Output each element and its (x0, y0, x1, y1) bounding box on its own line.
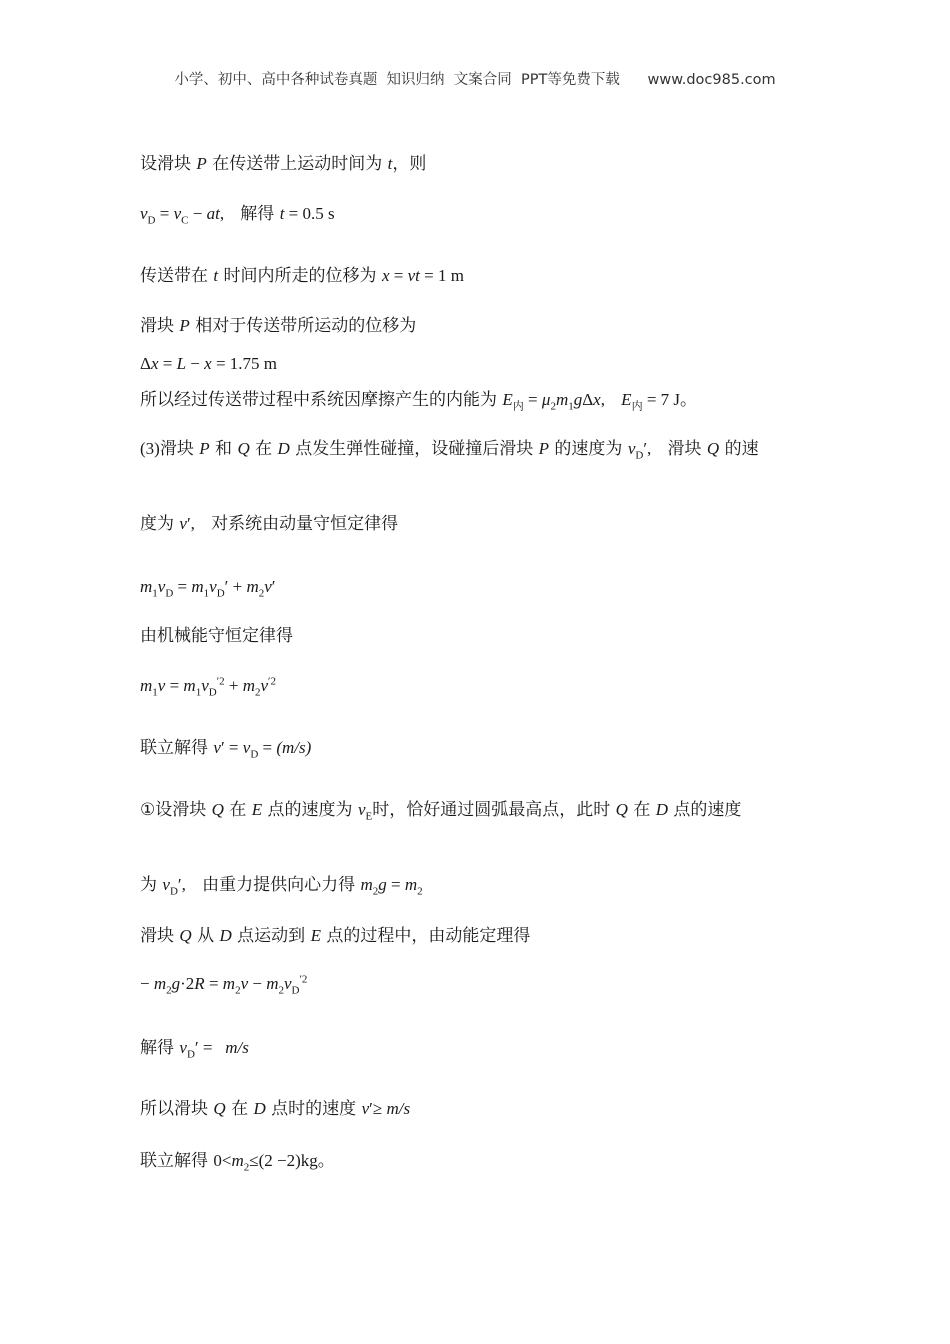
math-run: v (260, 676, 269, 695)
text-run: 。 (317, 1151, 335, 1171)
math-run: v (157, 676, 166, 695)
math-run: t (213, 266, 219, 285)
math-run: ′ (271, 577, 276, 596)
text-run: 度为 (140, 514, 180, 534)
text-run: 滑块 (159, 439, 200, 459)
text-run: 滑块 (651, 439, 707, 459)
math-run: Q (237, 439, 250, 458)
math-run: 2 (417, 885, 423, 898)
math-run: = (204, 974, 223, 993)
math-run: v (179, 514, 187, 533)
math-run: (m/s) (276, 738, 312, 757)
page-header: 小学、初中、高中各种试卷真题 知识归纳 文案合同 PPT等免费下载 www.doc985.com (174, 72, 776, 88)
math-run: Q (213, 1099, 226, 1118)
math-run: v (162, 875, 170, 894)
math-run: = (165, 676, 184, 695)
math-run: v (361, 1099, 370, 1118)
math-run: ′, (186, 514, 195, 533)
text-run: 从 (191, 926, 220, 946)
math-run: Δ (582, 390, 594, 409)
math-run: at (206, 204, 220, 223)
text-run: 在 (223, 800, 252, 820)
math-run: m (222, 974, 236, 993)
math-run: Q (615, 800, 628, 819)
math-run: Q (706, 439, 720, 458)
math-run: = (258, 738, 277, 757)
math-run: x (593, 390, 601, 409)
solution-line (140, 1038, 249, 1061)
text-run: 为 (140, 875, 163, 895)
text-run: 点发生弹性碰撞，设碰撞后滑块 (289, 439, 539, 459)
math-run: D (635, 449, 644, 462)
math-run: = (155, 204, 174, 223)
text-run: 解得 (140, 1038, 180, 1058)
text-run: 解得 (224, 204, 280, 224)
math-run: = 1.75 m (211, 354, 277, 373)
math-run: 1 (203, 587, 210, 600)
math-run: E (251, 800, 263, 819)
math-run: − (248, 974, 267, 993)
solution-line (140, 875, 423, 898)
math-run: D (147, 214, 156, 227)
math-run: t (279, 204, 285, 223)
math-run: R (194, 974, 205, 993)
text-run: 的速 (719, 439, 759, 459)
solution-line (140, 675, 276, 699)
math-run: v (209, 577, 217, 596)
math-run: m (360, 875, 373, 894)
math-run: 2 (166, 984, 172, 997)
math-run: Q (211, 800, 224, 819)
math-run: v (240, 974, 249, 993)
math-run: E (365, 810, 373, 823)
text-run: 和 (209, 439, 238, 459)
math-run: 1 (195, 686, 202, 699)
math-run: x (204, 354, 212, 373)
text-run: 传送带在 (140, 266, 214, 286)
text-run: 设滑块 (140, 154, 197, 174)
text-run: 。 (680, 390, 698, 410)
text-run: 对系统由动量守恒定律得 (194, 514, 399, 534)
math-run: D (277, 439, 290, 458)
solution-line (140, 267, 464, 285)
math-run: D (165, 587, 174, 600)
math-run: ≤(2 −2)kg (249, 1151, 318, 1170)
math-run: (3) (140, 439, 160, 458)
solution-line (140, 390, 698, 413)
solution-line (140, 973, 308, 997)
math-run: v (179, 1038, 187, 1057)
math-run: 2 (235, 984, 241, 997)
text-run: 由机械能守恒定律得 (140, 626, 293, 646)
math-run: v (213, 738, 221, 757)
math-run: v (357, 800, 366, 819)
math-run: 2 (278, 984, 284, 997)
math-run: = (173, 577, 192, 596)
math-run: − (188, 204, 207, 223)
math-run: = (389, 266, 408, 285)
math-run: ·2 (180, 974, 195, 993)
text-run: 点时的速度 (265, 1099, 362, 1119)
solution-line (140, 155, 426, 173)
text-run (605, 390, 621, 410)
math-run: m (231, 1151, 244, 1170)
math-run: ′ = (220, 738, 243, 757)
math-run: v (173, 204, 182, 223)
text-run: ①设滑块 (140, 800, 212, 820)
math-run: D (186, 1048, 195, 1061)
math-run: vt (407, 266, 420, 285)
math-run: m (153, 974, 167, 993)
math-run: v (242, 738, 251, 757)
math-run: m (246, 577, 259, 596)
math-run: g (171, 974, 181, 993)
math-run: m (555, 390, 569, 409)
solution-line (140, 628, 293, 645)
math-run: D (253, 1099, 266, 1118)
text-run: 相对于传送带所运动的位移为 (189, 316, 417, 336)
math-run: 内 (631, 400, 643, 413)
text-run: 在 (249, 439, 278, 459)
solution-line (140, 927, 530, 945)
math-run: 1 (152, 686, 158, 699)
math-run: μ (541, 390, 551, 409)
text-run: 联立解得 (140, 738, 214, 758)
math-run: = (523, 390, 542, 409)
math-run: ′, (643, 439, 652, 458)
solution-line (140, 204, 335, 227)
math-run: 2 (254, 686, 261, 699)
math-run: + (224, 676, 243, 695)
text-run: 滑块 (140, 926, 180, 946)
math-run: P (179, 316, 190, 335)
math-run: L (176, 354, 187, 373)
math-run: m (140, 676, 153, 695)
math-run: v (627, 439, 636, 458)
math-run: ′2 (216, 675, 225, 688)
text-run: 联立解得 (140, 1151, 214, 1171)
math-run: ′ + (224, 577, 247, 596)
math-run: = 7 J (642, 390, 681, 409)
math-run: v (201, 676, 209, 695)
math-run: t (387, 154, 393, 173)
solution-line (140, 738, 312, 761)
math-run: m (140, 577, 153, 596)
math-run: D (291, 984, 300, 997)
solution-line (140, 439, 759, 462)
math-run: − (140, 974, 154, 993)
math-run: 2 (550, 400, 556, 413)
math-run: 1 (568, 400, 574, 413)
text-run: 时，恰好通过圆弧最高点，此时 (372, 800, 616, 820)
solution-line (140, 1100, 410, 1118)
math-run: 0< (213, 1151, 232, 1170)
math-run: = (158, 354, 177, 373)
math-run: ′≥ (369, 1099, 387, 1118)
math-run: 内 (512, 400, 524, 413)
solution-line (140, 515, 398, 533)
math-run: D (216, 587, 225, 600)
math-run: m/s (225, 1038, 249, 1057)
solution-line (140, 800, 742, 823)
math-run: E (310, 926, 321, 945)
math-run: , (600, 390, 605, 409)
math-run: D (655, 800, 669, 819)
text-run: 滑块 (140, 316, 180, 336)
math-run: m (266, 974, 279, 993)
text-run: 所以滑块 (140, 1099, 214, 1119)
math-run: , (219, 204, 225, 223)
math-run: D (250, 748, 259, 761)
text-run: 在传送带上运动时间为 (206, 154, 388, 174)
math-run: x (381, 266, 390, 285)
math-run: ′2 (299, 973, 308, 986)
math-run: = 0.5 s (284, 204, 335, 223)
math-run: 2 (243, 1161, 250, 1174)
math-run: m (242, 676, 255, 695)
math-run: ′, (177, 875, 186, 894)
math-run: v (157, 577, 166, 596)
text-run: 点的速度为 (262, 800, 358, 820)
math-run: m/s (386, 1099, 411, 1118)
math-run: Q (179, 926, 192, 945)
math-run: 1 (152, 587, 158, 600)
text-run: 在 (225, 1099, 254, 1119)
math-run: Δ (140, 354, 151, 373)
math-run: v (140, 204, 148, 223)
math-run: = 1 m (419, 266, 464, 285)
solution-line (140, 317, 416, 335)
math-run: P (196, 154, 207, 173)
math-run: ′ = (194, 1038, 226, 1057)
text-run: 在 (627, 800, 656, 820)
solution-line (140, 577, 276, 600)
math-run: g (573, 390, 583, 409)
math-run: 2 (258, 587, 265, 600)
math-run: 2 (372, 885, 379, 898)
math-run: D (208, 686, 217, 699)
math-run: m (191, 577, 204, 596)
text-run: 的速度为 (549, 439, 628, 459)
solution-line (140, 1151, 335, 1174)
text-run: 所以经过传送带过程中系统因摩擦产生的内能为 (140, 390, 503, 410)
math-run: C (181, 214, 189, 227)
math-run: m (183, 676, 196, 695)
math-run: P (538, 439, 550, 458)
math-run: = (386, 875, 405, 894)
text-run: 时间内所走的位移为 (218, 266, 382, 286)
text-run: 由重力提供向心力得 (185, 875, 361, 895)
math-run: v (283, 974, 292, 993)
text-run: 点的速度 (668, 800, 742, 820)
solution-line (140, 355, 277, 373)
math-run: E (502, 390, 513, 409)
math-run: m (404, 875, 418, 894)
text-run: ，则 (392, 154, 427, 174)
math-run: D (219, 926, 232, 945)
math-run: D (169, 885, 178, 898)
math-run: P (199, 439, 210, 458)
text-run: 点的过程中，由动能定理得 (320, 926, 531, 946)
math-run: x (150, 354, 159, 373)
math-run: g (378, 875, 387, 894)
math-run: E (621, 390, 632, 409)
math-run: ′2 (268, 675, 276, 688)
text-run: 点运动到 (231, 926, 311, 946)
math-run: − (186, 354, 205, 373)
math-run: v (264, 577, 272, 596)
